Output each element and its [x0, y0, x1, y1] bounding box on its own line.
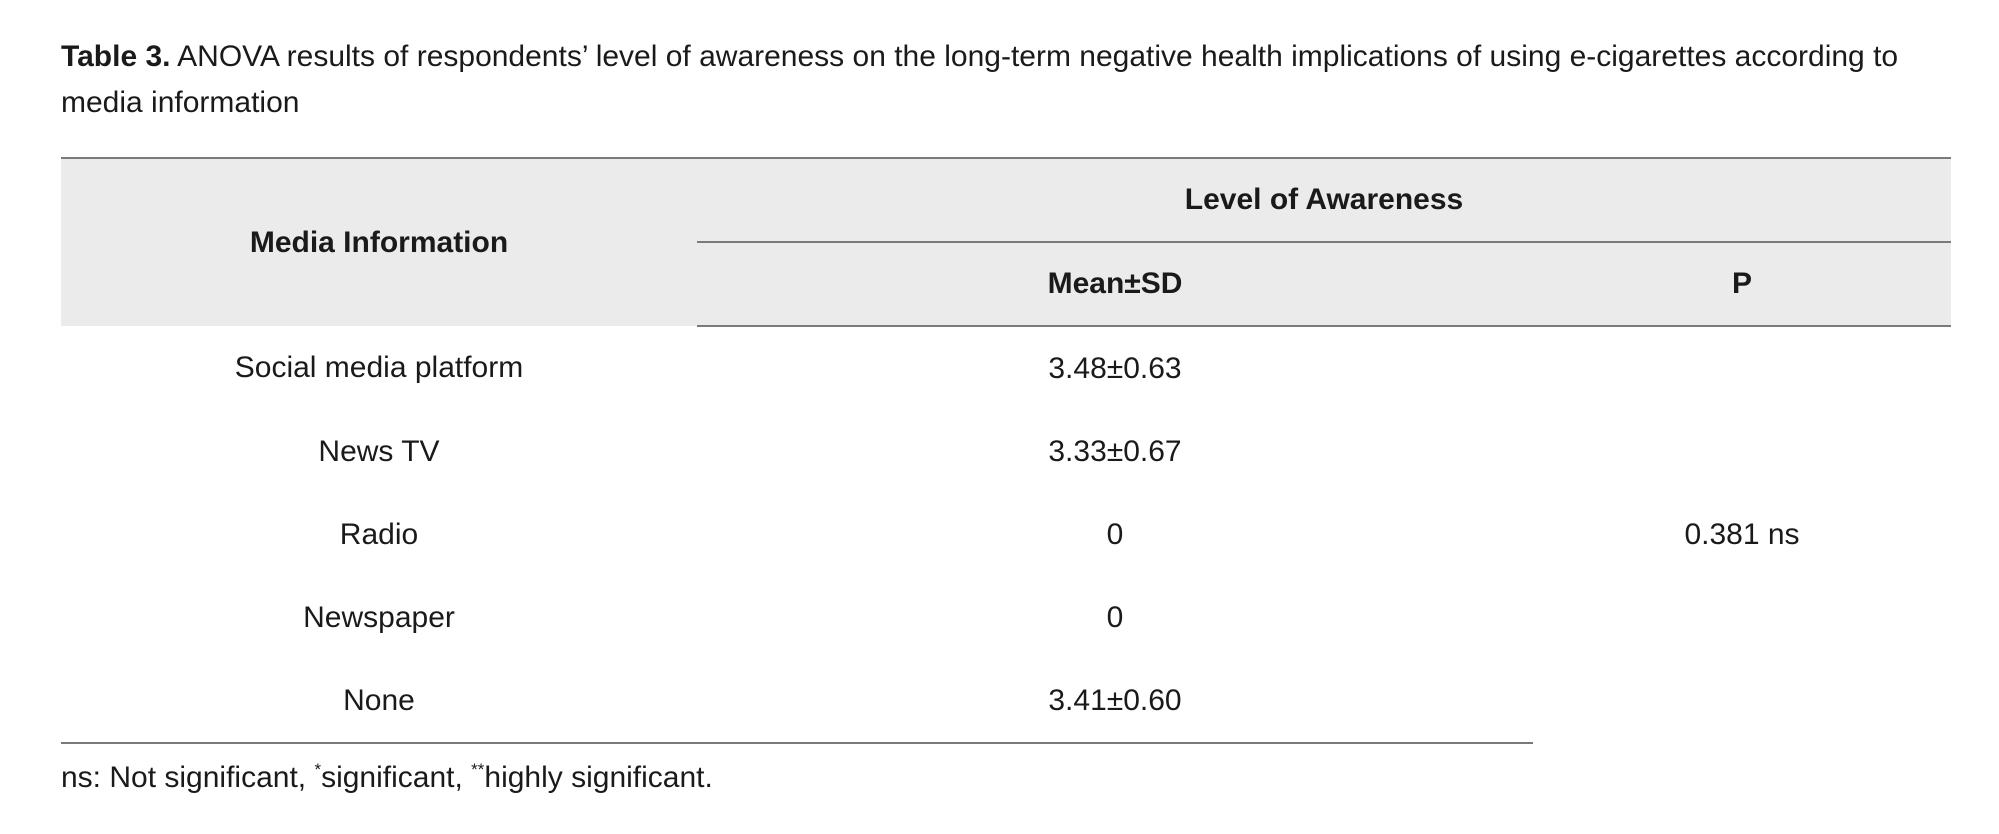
- mean-sd-cell: 0: [1106, 600, 1124, 634]
- mean-sd-cell: 0: [1106, 517, 1124, 551]
- media-cell: News TV: [318, 434, 440, 468]
- mean-sd-cell: 3.33±0.67: [1048, 434, 1182, 468]
- p-value-cell: 0.381 ns: [1684, 518, 1800, 551]
- media-cell: None: [61, 659, 697, 743]
- mean-sd-cell: 3.48±0.63: [1048, 351, 1182, 385]
- mean-sd-header: Mean±SD: [697, 242, 1533, 326]
- footnote-star-double: **: [471, 760, 485, 779]
- header-row-1: [61, 158, 1951, 242]
- table-footnote: [61, 760, 713, 795]
- footnote-ns: ns: Not significant,: [61, 761, 315, 794]
- footnote-star-single: *: [314, 760, 322, 779]
- anova-table: [61, 157, 1951, 744]
- media-cell: Radio: [339, 517, 419, 551]
- caption-text: ANOVA results of respondents’ level of awareness on the long-term negative health implications of using e-cigarettes according to media information: [61, 40, 1899, 119]
- table-row: [61, 326, 1951, 410]
- level-of-awareness-header: Level of Awareness: [697, 158, 1951, 242]
- footnote-significant: significant,: [321, 761, 472, 794]
- p-header: P: [1533, 242, 1951, 326]
- media-information-header: Media Information: [61, 158, 697, 326]
- media-cell: Social media platform: [234, 351, 524, 384]
- mean-sd-cell: 3.41±0.60: [697, 659, 1533, 743]
- table-label: Table 3.: [61, 40, 171, 73]
- table-caption: [61, 34, 1961, 126]
- footnote-highly-significant: highly significant.: [484, 761, 713, 794]
- media-cell: Newspaper: [303, 600, 455, 634]
